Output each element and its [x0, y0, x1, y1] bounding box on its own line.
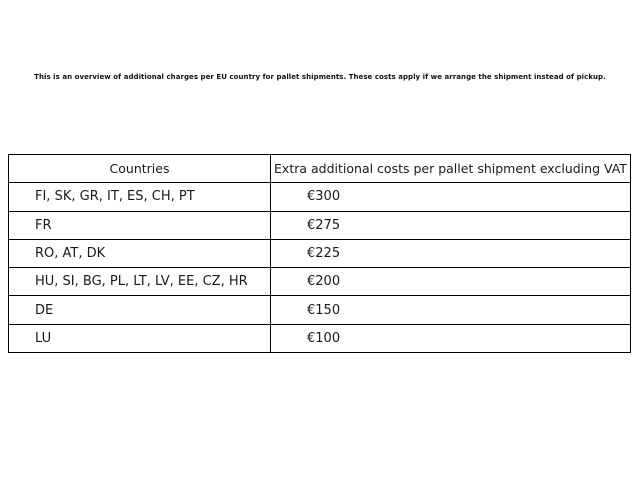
countries-cell: RO, AT, DK: [9, 239, 271, 267]
cost-cell: €200: [271, 268, 631, 296]
cost-cell: €100: [271, 324, 631, 352]
cost-cell: €275: [271, 211, 631, 239]
countries-column-header: Countries: [9, 155, 271, 183]
table-row: [9, 211, 631, 239]
cost-cell: €225: [271, 239, 631, 267]
table-row: [9, 183, 631, 211]
table-header-row: [9, 155, 631, 183]
cost-cell: €300: [271, 183, 631, 211]
countries-cell: LU: [9, 324, 271, 352]
table-row: [9, 324, 631, 352]
table-row: [9, 268, 631, 296]
cost-cell: €150: [271, 296, 631, 324]
countries-cell: FI, SK, GR, IT, ES, CH, PT: [9, 183, 271, 211]
costs-column-header: Extra additional costs per pallet shipment excluding VAT: [271, 155, 631, 183]
table-row: [9, 239, 631, 267]
countries-cell: DE: [9, 296, 271, 324]
table-row: [9, 296, 631, 324]
charges-table: [8, 154, 631, 353]
countries-cell: FR: [9, 211, 271, 239]
countries-cell: HU, SI, BG, PL, LT, LV, EE, CZ, HR: [9, 268, 271, 296]
intro-text: This is an overview of additional charges per EU country for pallet shipments. These costs apply if we arrange the shipment instead of pickup.: [34, 73, 606, 81]
